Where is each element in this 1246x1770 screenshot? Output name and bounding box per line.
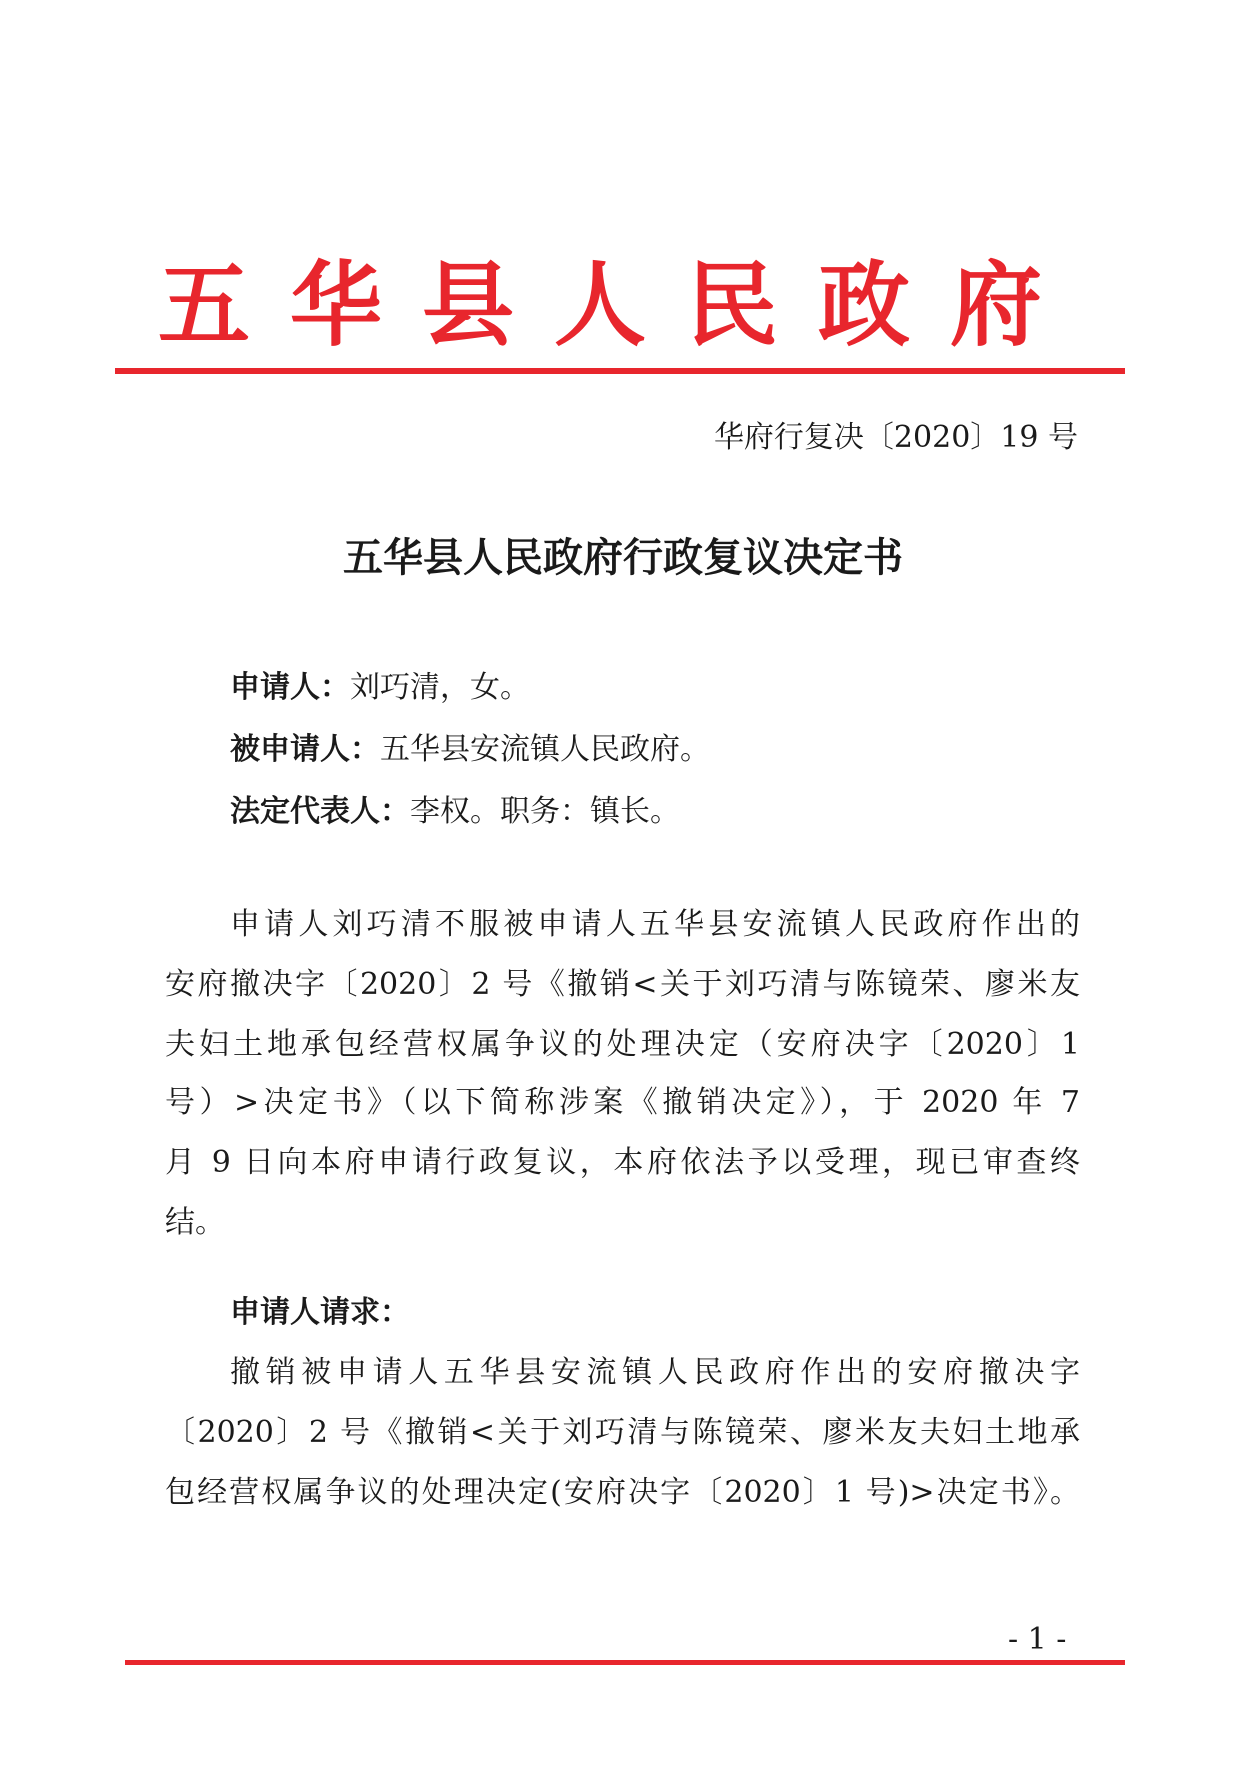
footer-divider bbox=[125, 1660, 1125, 1665]
representative-label: 法定代表人： bbox=[230, 794, 410, 829]
respondent-label: 被申请人： bbox=[230, 732, 380, 767]
representative-line bbox=[230, 792, 680, 832]
intro-line: 月 9 日向本府申请行政复议，本府依法予以受理，现已审查终 bbox=[165, 1145, 1080, 1180]
intro-line: 安府撤决字〔2020〕2 号《撤销<关于刘巧清与陈镜荣、廖米友 bbox=[165, 967, 1080, 1002]
intro-line: 号）>决定书》（以下简称涉案《撤销决定》），于 2020 年 7 bbox=[165, 1085, 1080, 1120]
applicant-line bbox=[230, 668, 530, 708]
intro-line: 夫妇土地承包经营权属争议的处理决定（安府决字〔2020〕1 bbox=[165, 1027, 1080, 1062]
respondent-line bbox=[230, 730, 710, 770]
respondent-value: 五华县安流镇人民政府。 bbox=[380, 732, 710, 767]
intro-line: 申请人刘巧清不服被申请人五华县安流镇人民政府作出的 bbox=[230, 907, 1080, 942]
request-line: 〔2020〕2 号《撤销<关于刘巧清与陈镜荣、廖米友夫妇土地承 bbox=[165, 1415, 1080, 1450]
representative-value: 李权。职务：镇长。 bbox=[410, 794, 680, 829]
page-number: - 1 - bbox=[1008, 1622, 1067, 1657]
request-heading: 申请人请求： bbox=[230, 1295, 410, 1330]
document-number: 华府行复决〔2020〕19 号 bbox=[713, 420, 1078, 455]
document-title: 五华县人民政府行政复议决定书 bbox=[343, 534, 903, 581]
applicant-label: 申请人： bbox=[230, 670, 350, 705]
request-line: 撤销被申请人五华县安流镇人民政府作出的安府撤决字 bbox=[230, 1355, 1080, 1390]
masthead-title: 五华县人民政府 bbox=[157, 251, 1082, 359]
request-line: 包经营权属争议的处理决定(安府决字〔2020〕1 号)>决定书》。 bbox=[165, 1475, 1080, 1510]
intro-line: 结。 bbox=[165, 1205, 225, 1240]
masthead-divider bbox=[115, 368, 1125, 374]
applicant-value: 刘巧清，女。 bbox=[350, 670, 530, 705]
